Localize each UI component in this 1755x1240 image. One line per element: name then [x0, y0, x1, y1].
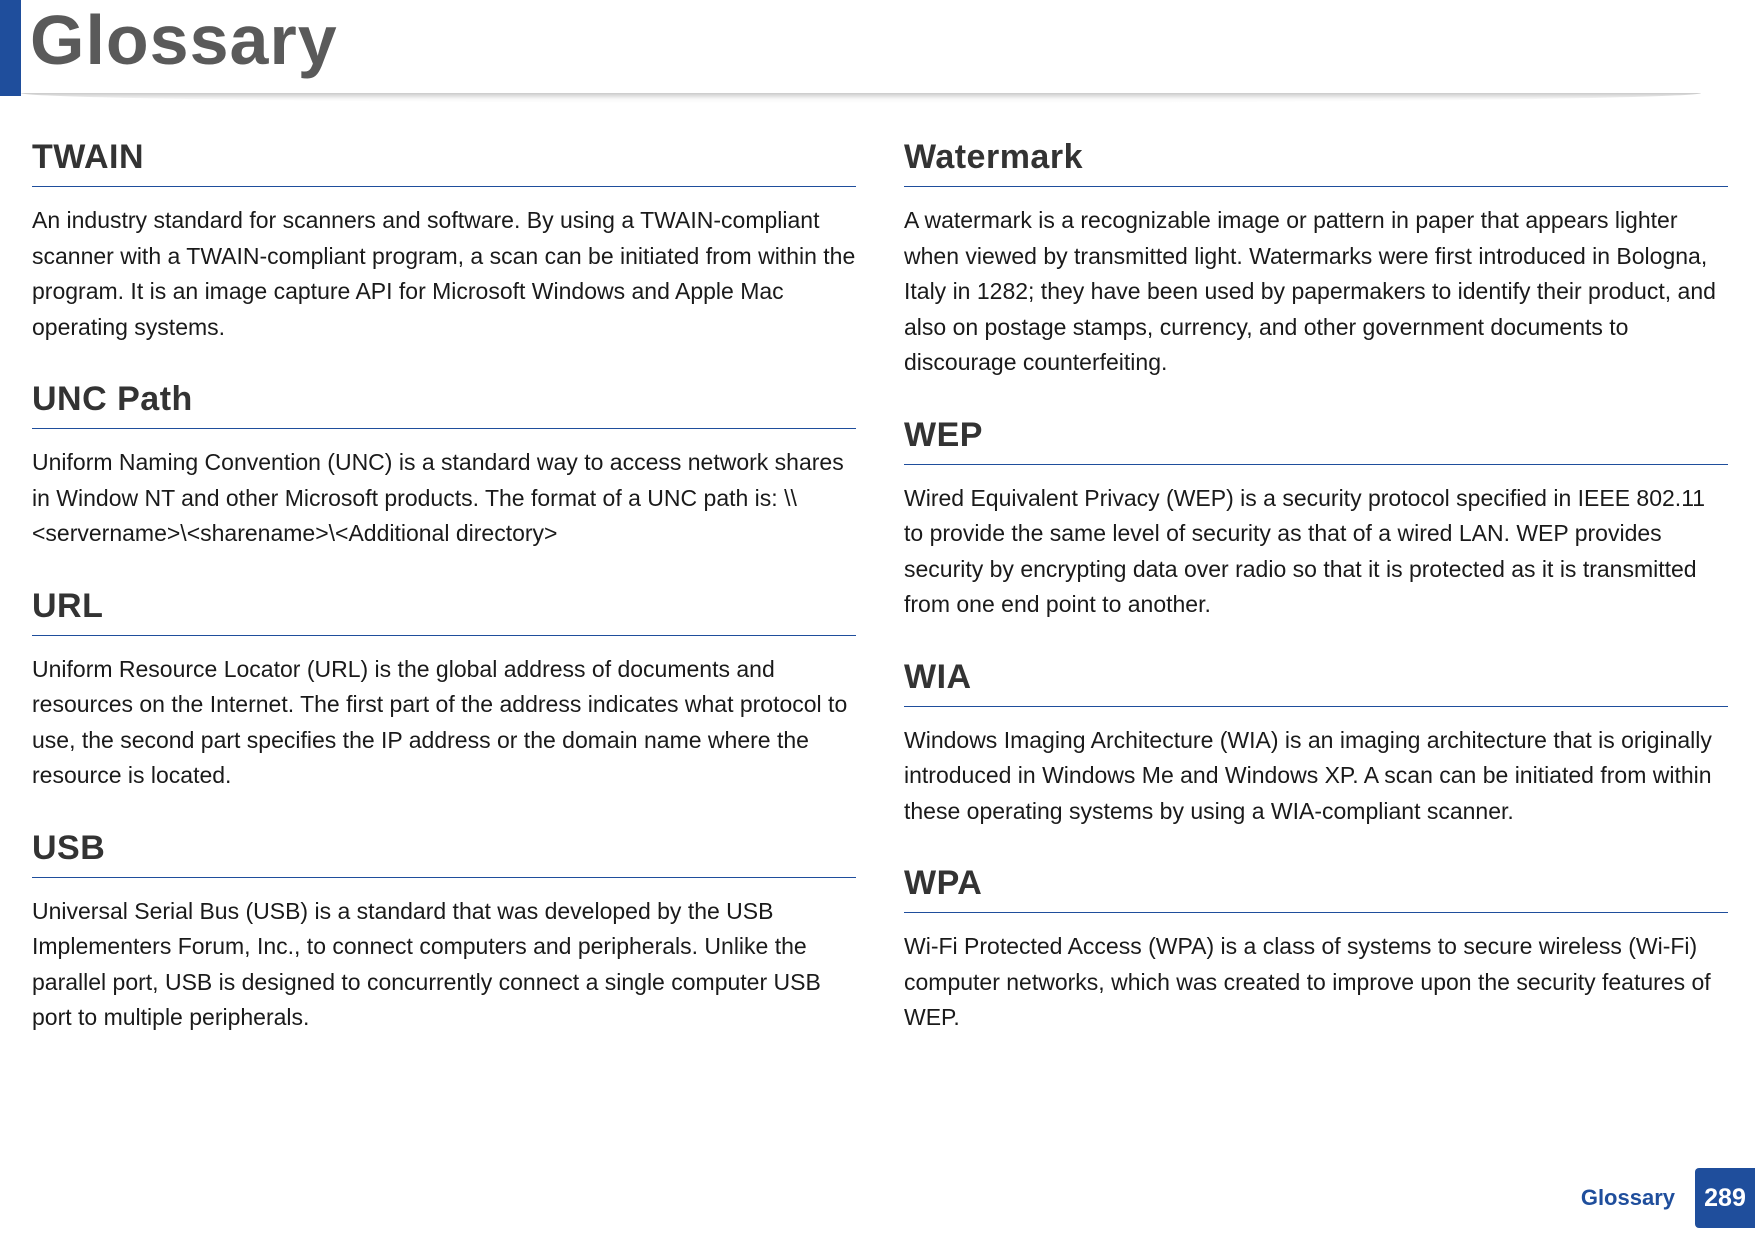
- glossary-column-left: [32, 135, 856, 1068]
- entry-definition: Uniform Naming Convention (UNC) is a standard way to access network shares in Window NT and other Microsoft products. The format of a UNC path is: \\<servername>\<sharename>\<Additional directory>: [32, 449, 844, 546]
- entry-definition: Wired Equivalent Privacy (WEP) is a security protocol specified in IEEE 802.11 to provide the same level of security as that of a wired LAN. WEP provides security by encrypting data over radio so that it is protected as it is transmitted from one end point to another.: [904, 484, 1706, 617]
- glossary-entry-unc-path: [32, 377, 856, 552]
- entry-definition: Universal Serial Bus (USB) is a standard that was developed by the USB Implementers Forum, Inc., to connect computers and peripherals. Unlike the parallel port, USB is designed to concurrently connect a single computer USB port to multiple peripherals.: [32, 897, 821, 1030]
- entry-definition: Windows Imaging Architecture (WIA) is an imaging architecture that is originally introduced in Windows Me and Windows XP. A scan can be initiated from within these operating systems by using a WIA-compliant scanner.: [904, 726, 1712, 824]
- glossary-entry-wpa: [904, 861, 1728, 1036]
- entry-term: UNC Path: [32, 377, 856, 429]
- entry-term: TWAIN: [32, 135, 856, 187]
- entry-definition: A watermark is a recognizable image or pattern in paper that appears lighter when viewed by transmitted light. Watermarks were first introduced in Bologna, Italy in 1282; they have been used by papermakers to identify their product, and also on postage stamps, currency, and other government documents to discourage counterfeiting.: [904, 207, 1716, 375]
- glossary-entry-twain: [32, 135, 856, 345]
- page-title: Glossary: [30, 1, 338, 79]
- entry-term: WEP: [904, 413, 1728, 465]
- glossary-entry-usb: [32, 826, 856, 1036]
- entry-term: URL: [32, 584, 856, 636]
- title-divider: [21, 93, 1701, 103]
- glossary-entry-wep: [904, 413, 1728, 623]
- glossary-column-right: [904, 135, 1728, 1068]
- entry-definition: An industry standard for scanners and software. By using a TWAIN-compliant scanner with a TWAIN-compliant program, a scan can be initiated from within the program. It is an image capture API for Microsoft Windows and Apple Mac operating systems.: [32, 207, 856, 340]
- glossary-entry-wia: [904, 655, 1728, 830]
- page-number-badge: 289: [1695, 1168, 1755, 1228]
- title-accent-bar: [0, 0, 21, 96]
- entry-term: Watermark: [904, 135, 1728, 187]
- entry-definition: Uniform Resource Locator (URL) is the global address of documents and resources on the Internet. The first part of the address indicates what protocol to use, the second part specifies the IP address or the domain name where the resource is located.: [32, 655, 848, 788]
- page-footer: [1581, 1168, 1755, 1228]
- entry-definition: Wi-Fi Protected Access (WPA) is a class of systems to secure wireless (Wi-Fi) computer networks, which was created to improve upon the security features of WEP.: [904, 933, 1711, 1030]
- glossary-entry-url: [32, 584, 856, 794]
- entry-term: USB: [32, 826, 856, 878]
- entry-term: WIA: [904, 655, 1728, 707]
- entry-term: WPA: [904, 861, 1728, 913]
- footer-section-label: Glossary: [1580, 1185, 1675, 1210]
- glossary-entry-watermark: [904, 135, 1728, 381]
